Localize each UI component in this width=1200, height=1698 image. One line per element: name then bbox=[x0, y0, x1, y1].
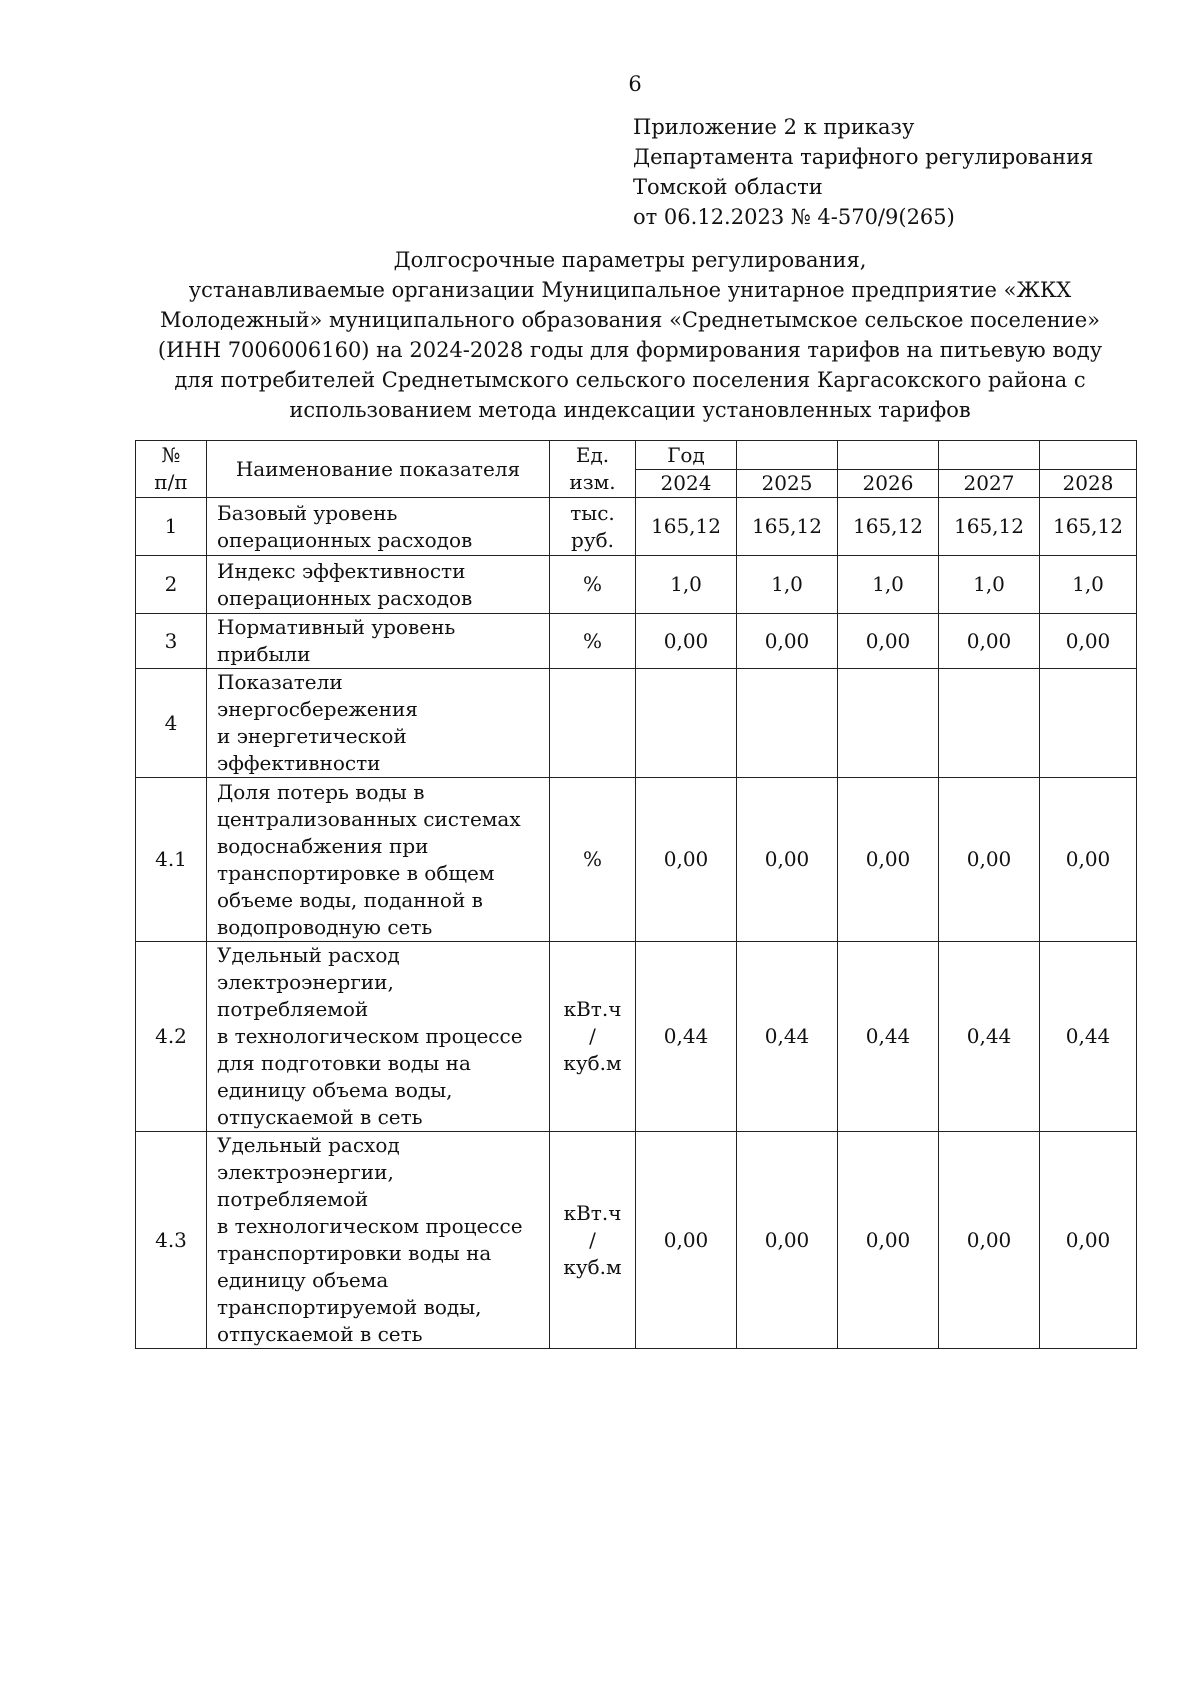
header-unit-cell bbox=[550, 441, 636, 498]
header-empty-cell bbox=[1040, 441, 1137, 470]
row-value: 0,00 bbox=[737, 614, 838, 669]
row-value: 0,44 bbox=[737, 942, 838, 1132]
header-year: 2028 bbox=[1040, 470, 1137, 498]
header-year: 2026 bbox=[838, 470, 939, 498]
appendix-line: Департамента тарифного регулирования bbox=[633, 145, 1094, 169]
row-name bbox=[207, 498, 550, 556]
row-name-line: прибыли bbox=[217, 642, 311, 666]
row-value: 0,00 bbox=[636, 1132, 737, 1349]
row-name-line: в технологическом процессе bbox=[217, 1214, 523, 1238]
row-name bbox=[207, 942, 550, 1132]
table-row bbox=[136, 942, 1137, 1132]
row-unit-line: / bbox=[589, 1227, 596, 1252]
row-unit-line: руб. bbox=[571, 527, 614, 552]
row-name-line: для подготовки воды на bbox=[217, 1051, 471, 1075]
appendix-line: Приложение 2 к приказу bbox=[633, 115, 915, 139]
title-line: для потребителей Среднетымского сельского поселения Каргасокского района с bbox=[174, 368, 1086, 392]
header-year: 2025 bbox=[737, 470, 838, 498]
row-unit-line: % bbox=[582, 847, 602, 871]
row-name-line: Индекс эффективности bbox=[217, 558, 466, 583]
row-number: 4.1 bbox=[136, 778, 207, 942]
header-unit-line2: изм. bbox=[569, 470, 616, 494]
row-name bbox=[207, 614, 550, 669]
row-number: 4.3 bbox=[136, 1132, 207, 1349]
row-value: 0,44 bbox=[838, 942, 939, 1132]
row-name-line: отпускаемой в сеть bbox=[217, 1322, 423, 1346]
row-value bbox=[737, 669, 838, 778]
table-row bbox=[136, 669, 1137, 778]
row-value: 0,00 bbox=[939, 778, 1040, 942]
row-value: 1,0 bbox=[838, 556, 939, 614]
row-value: 165,12 bbox=[737, 498, 838, 556]
row-number: 4.2 bbox=[136, 942, 207, 1132]
row-value: 0,00 bbox=[1040, 1132, 1137, 1349]
row-number: 2 bbox=[136, 556, 207, 614]
row-value bbox=[1040, 669, 1137, 778]
table-row bbox=[136, 498, 1137, 556]
header-name-cell: Наименование показателя bbox=[207, 441, 550, 498]
row-value bbox=[838, 669, 939, 778]
row-name-line: и энергетической bbox=[217, 724, 407, 748]
header-empty-cell bbox=[838, 441, 939, 470]
row-value: 0,00 bbox=[636, 614, 737, 669]
row-number: 3 bbox=[136, 614, 207, 669]
row-value: 0,00 bbox=[737, 778, 838, 942]
header-unit-line1: Ед. bbox=[575, 443, 610, 467]
page-number: 6 bbox=[628, 72, 642, 96]
row-unit-line: куб.м bbox=[563, 1051, 622, 1075]
row-name-line: в технологическом процессе bbox=[217, 1024, 523, 1048]
row-name-line: операционных расходов bbox=[217, 585, 473, 610]
row-name-line: Базовый уровень bbox=[217, 500, 398, 525]
row-name-line: единицу объема воды, bbox=[217, 1078, 453, 1102]
row-name-line: централизованных системах bbox=[217, 806, 521, 831]
row-name-line: Показатели энергосбережения bbox=[217, 670, 418, 721]
row-value: 0,00 bbox=[737, 1132, 838, 1349]
row-value: 0,00 bbox=[636, 778, 737, 942]
appendix-block bbox=[633, 112, 1093, 232]
row-value: 0,00 bbox=[1040, 778, 1137, 942]
row-unit bbox=[550, 942, 636, 1132]
row-value: 1,0 bbox=[636, 556, 737, 614]
row-unit bbox=[550, 778, 636, 942]
header-year: 2027 bbox=[939, 470, 1040, 498]
row-value: 165,12 bbox=[838, 498, 939, 556]
document-title bbox=[130, 245, 1130, 425]
header-empty-cell bbox=[737, 441, 838, 470]
header-num-cell bbox=[136, 441, 207, 498]
row-value bbox=[939, 669, 1040, 778]
row-unit-line: % bbox=[582, 572, 602, 596]
row-value: 1,0 bbox=[1040, 556, 1137, 614]
row-unit bbox=[550, 1132, 636, 1349]
appendix-line: от 06.12.2023 № 4-570/9(265) bbox=[633, 205, 955, 229]
row-name-line: Удельный расход bbox=[217, 1133, 400, 1157]
row-unit-line: куб.м bbox=[563, 1254, 622, 1279]
row-unit bbox=[550, 498, 636, 556]
row-unit-line: кВт.ч bbox=[563, 1200, 622, 1225]
row-value: 0,00 bbox=[838, 1132, 939, 1349]
row-unit bbox=[550, 669, 636, 778]
row-name-line: Доля потерь воды в bbox=[217, 779, 425, 804]
row-unit bbox=[550, 556, 636, 614]
header-empty-cell bbox=[939, 441, 1040, 470]
row-name-line: отпускаемой в сеть bbox=[217, 1105, 423, 1129]
row-value: 0,00 bbox=[838, 614, 939, 669]
header-num-line1: № bbox=[161, 443, 181, 467]
row-value bbox=[636, 669, 737, 778]
row-unit-line: % bbox=[582, 628, 602, 653]
row-name-line: электроэнергии, потребляемой bbox=[217, 970, 394, 1021]
row-value: 165,12 bbox=[1040, 498, 1137, 556]
row-name-line: транспортировке в общем bbox=[217, 860, 495, 885]
row-name-line: транспортируемой воды, bbox=[217, 1295, 482, 1319]
header-row bbox=[136, 441, 1137, 470]
row-value: 0,44 bbox=[1040, 942, 1137, 1132]
title-line: (ИНН 7006006160) на 2024-2028 годы для формирования тарифов на питьевую воду bbox=[157, 338, 1103, 362]
row-value: 0,44 bbox=[636, 942, 737, 1132]
row-number: 4 bbox=[136, 669, 207, 778]
row-name-line: Удельный расход bbox=[217, 943, 400, 967]
table-row bbox=[136, 556, 1137, 614]
row-name-line: транспортировки воды на bbox=[217, 1241, 492, 1265]
row-unit-line: тыс. bbox=[570, 500, 615, 525]
row-value: 165,12 bbox=[939, 498, 1040, 556]
row-value: 0,00 bbox=[838, 778, 939, 942]
row-name-line: водоснабжения при bbox=[217, 833, 429, 858]
row-name-line: электроэнергии, потребляемой bbox=[217, 1160, 394, 1211]
row-name-line: объеме воды, поданной в bbox=[217, 887, 483, 912]
row-unit-line: / bbox=[589, 1024, 596, 1048]
row-name bbox=[207, 778, 550, 942]
row-number: 1 bbox=[136, 498, 207, 556]
row-value: 1,0 bbox=[737, 556, 838, 614]
row-name-line: Нормативный уровень bbox=[217, 615, 456, 639]
row-name bbox=[207, 1132, 550, 1349]
row-name bbox=[207, 669, 550, 778]
row-value: 0,00 bbox=[1040, 614, 1137, 669]
row-value: 165,12 bbox=[636, 498, 737, 556]
row-value: 1,0 bbox=[939, 556, 1040, 614]
row-name-line: операционных расходов bbox=[217, 527, 473, 552]
header-year-label: Год bbox=[636, 441, 737, 470]
row-value: 0,00 bbox=[939, 1132, 1040, 1349]
table-row bbox=[136, 778, 1137, 942]
appendix-line: Томской области bbox=[633, 175, 823, 199]
row-name-line: единицу объема bbox=[217, 1268, 389, 1292]
row-value: 0,00 bbox=[939, 614, 1040, 669]
parameters-table bbox=[135, 440, 1137, 1349]
title-line: использованием метода индексации установленных тарифов bbox=[289, 398, 971, 422]
table-row bbox=[136, 1132, 1137, 1349]
row-unit-line: кВт.ч bbox=[563, 997, 622, 1021]
title-line: Молодежный» муниципального образования «Среднетымское сельское поселение» bbox=[160, 308, 1100, 332]
row-name-line: водопроводную сеть bbox=[217, 914, 433, 939]
title-line: Долгосрочные параметры регулирования, bbox=[393, 248, 867, 272]
header-year: 2024 bbox=[636, 470, 737, 498]
row-name bbox=[207, 556, 550, 614]
row-name-line: эффективности bbox=[217, 751, 381, 775]
table-row bbox=[136, 614, 1137, 669]
row-unit bbox=[550, 614, 636, 669]
header-num-line2: п/п bbox=[154, 470, 188, 494]
title-line: устанавливаемые организации Муниципальное унитарное предприятие «ЖКХ bbox=[188, 278, 1072, 302]
row-value: 0,44 bbox=[939, 942, 1040, 1132]
